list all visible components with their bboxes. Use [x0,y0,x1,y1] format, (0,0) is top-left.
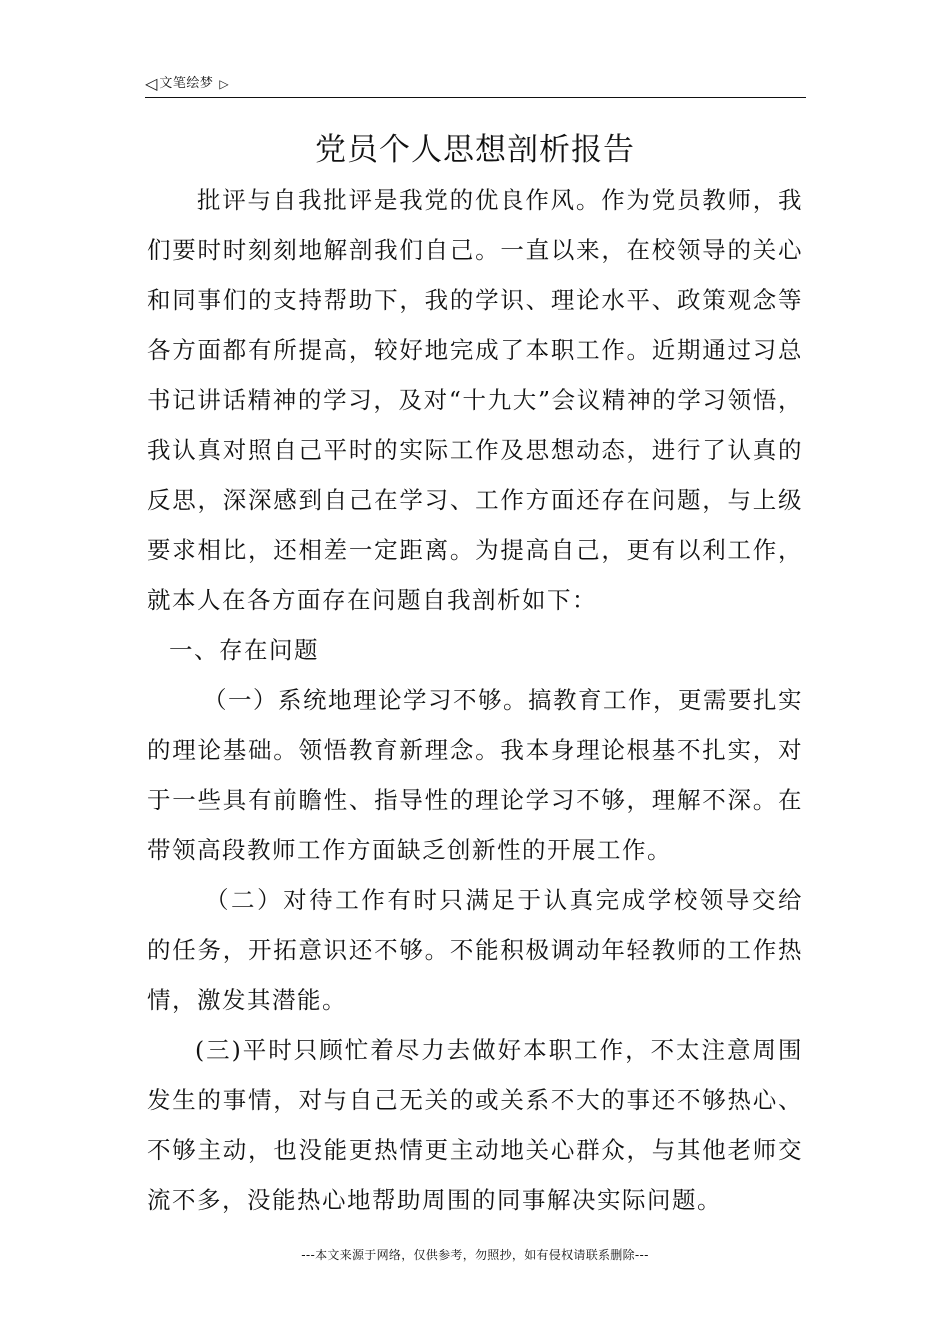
page-header [145,74,805,98]
right-triangle-icon: ▷ [219,77,229,91]
left-triangle-icon: ◁ [145,74,158,93]
header-divider [145,97,806,98]
document-body [147,175,803,1225]
issue-paragraph-3: (三)平时只顾忙着尽力去做好本职工作，不太注意周围发生的事情，对与自己无关的或关系不大的事还不够热心、不够主动，也没能更热情更主动地关心群众，与其他老师交流不多，没能热心地帮助周围的同事解决实际问题。 [147,1036,803,1214]
section-heading: 一、存在问题 [169,636,319,664]
issue-paragraph-2: （二）对待工作有时只满足于认真完成学校领导交给的任务，开拓意识还不够。不能积极调动年轻教师的工作热情，激发其潜能。 [147,886,803,1014]
page-footer-disclaimer: ---本文来源于网络，仅供参考，勿照抄，如有侵权请联系删除--- [301,1248,649,1262]
intro-paragraph: 批评与自我批评是我党的优良作风。作为党员教师，我们要时时刻刻地解剖我们自己。一直以来，在校领导的关心和同事们的支持帮助下，我的学识、理论水平、政策观念等各方面都有所提高，较好地完成了本职工作。近期通过习总书记讲话精神的学习，及对“十九大”会议精神的学习领悟，我认真对照自己平时的实际工作及思想动态，进行了认真的反思，深深感到自己在学习、工作方面还存在问题，与上级要求相比，还相差一定距离。为提高自己，更有以利工作，就本人在各方面存在问题自我剖析如下： [147,186,803,614]
issue-paragraph-1: （一）系统地理论学习不够。搞教育工作，更需要扎实的理论基础。领悟教育新理念。我本身理论根基不扎实，对于一些具有前瞻性、指导性的理论学习不够，理解不深。在带领高段教师工作方面缺乏创新性的开展工作。 [147,686,803,864]
document-title: 党员个人思想剖析报告 [315,132,635,168]
header-brand: 文笔绘梦 [159,76,214,91]
